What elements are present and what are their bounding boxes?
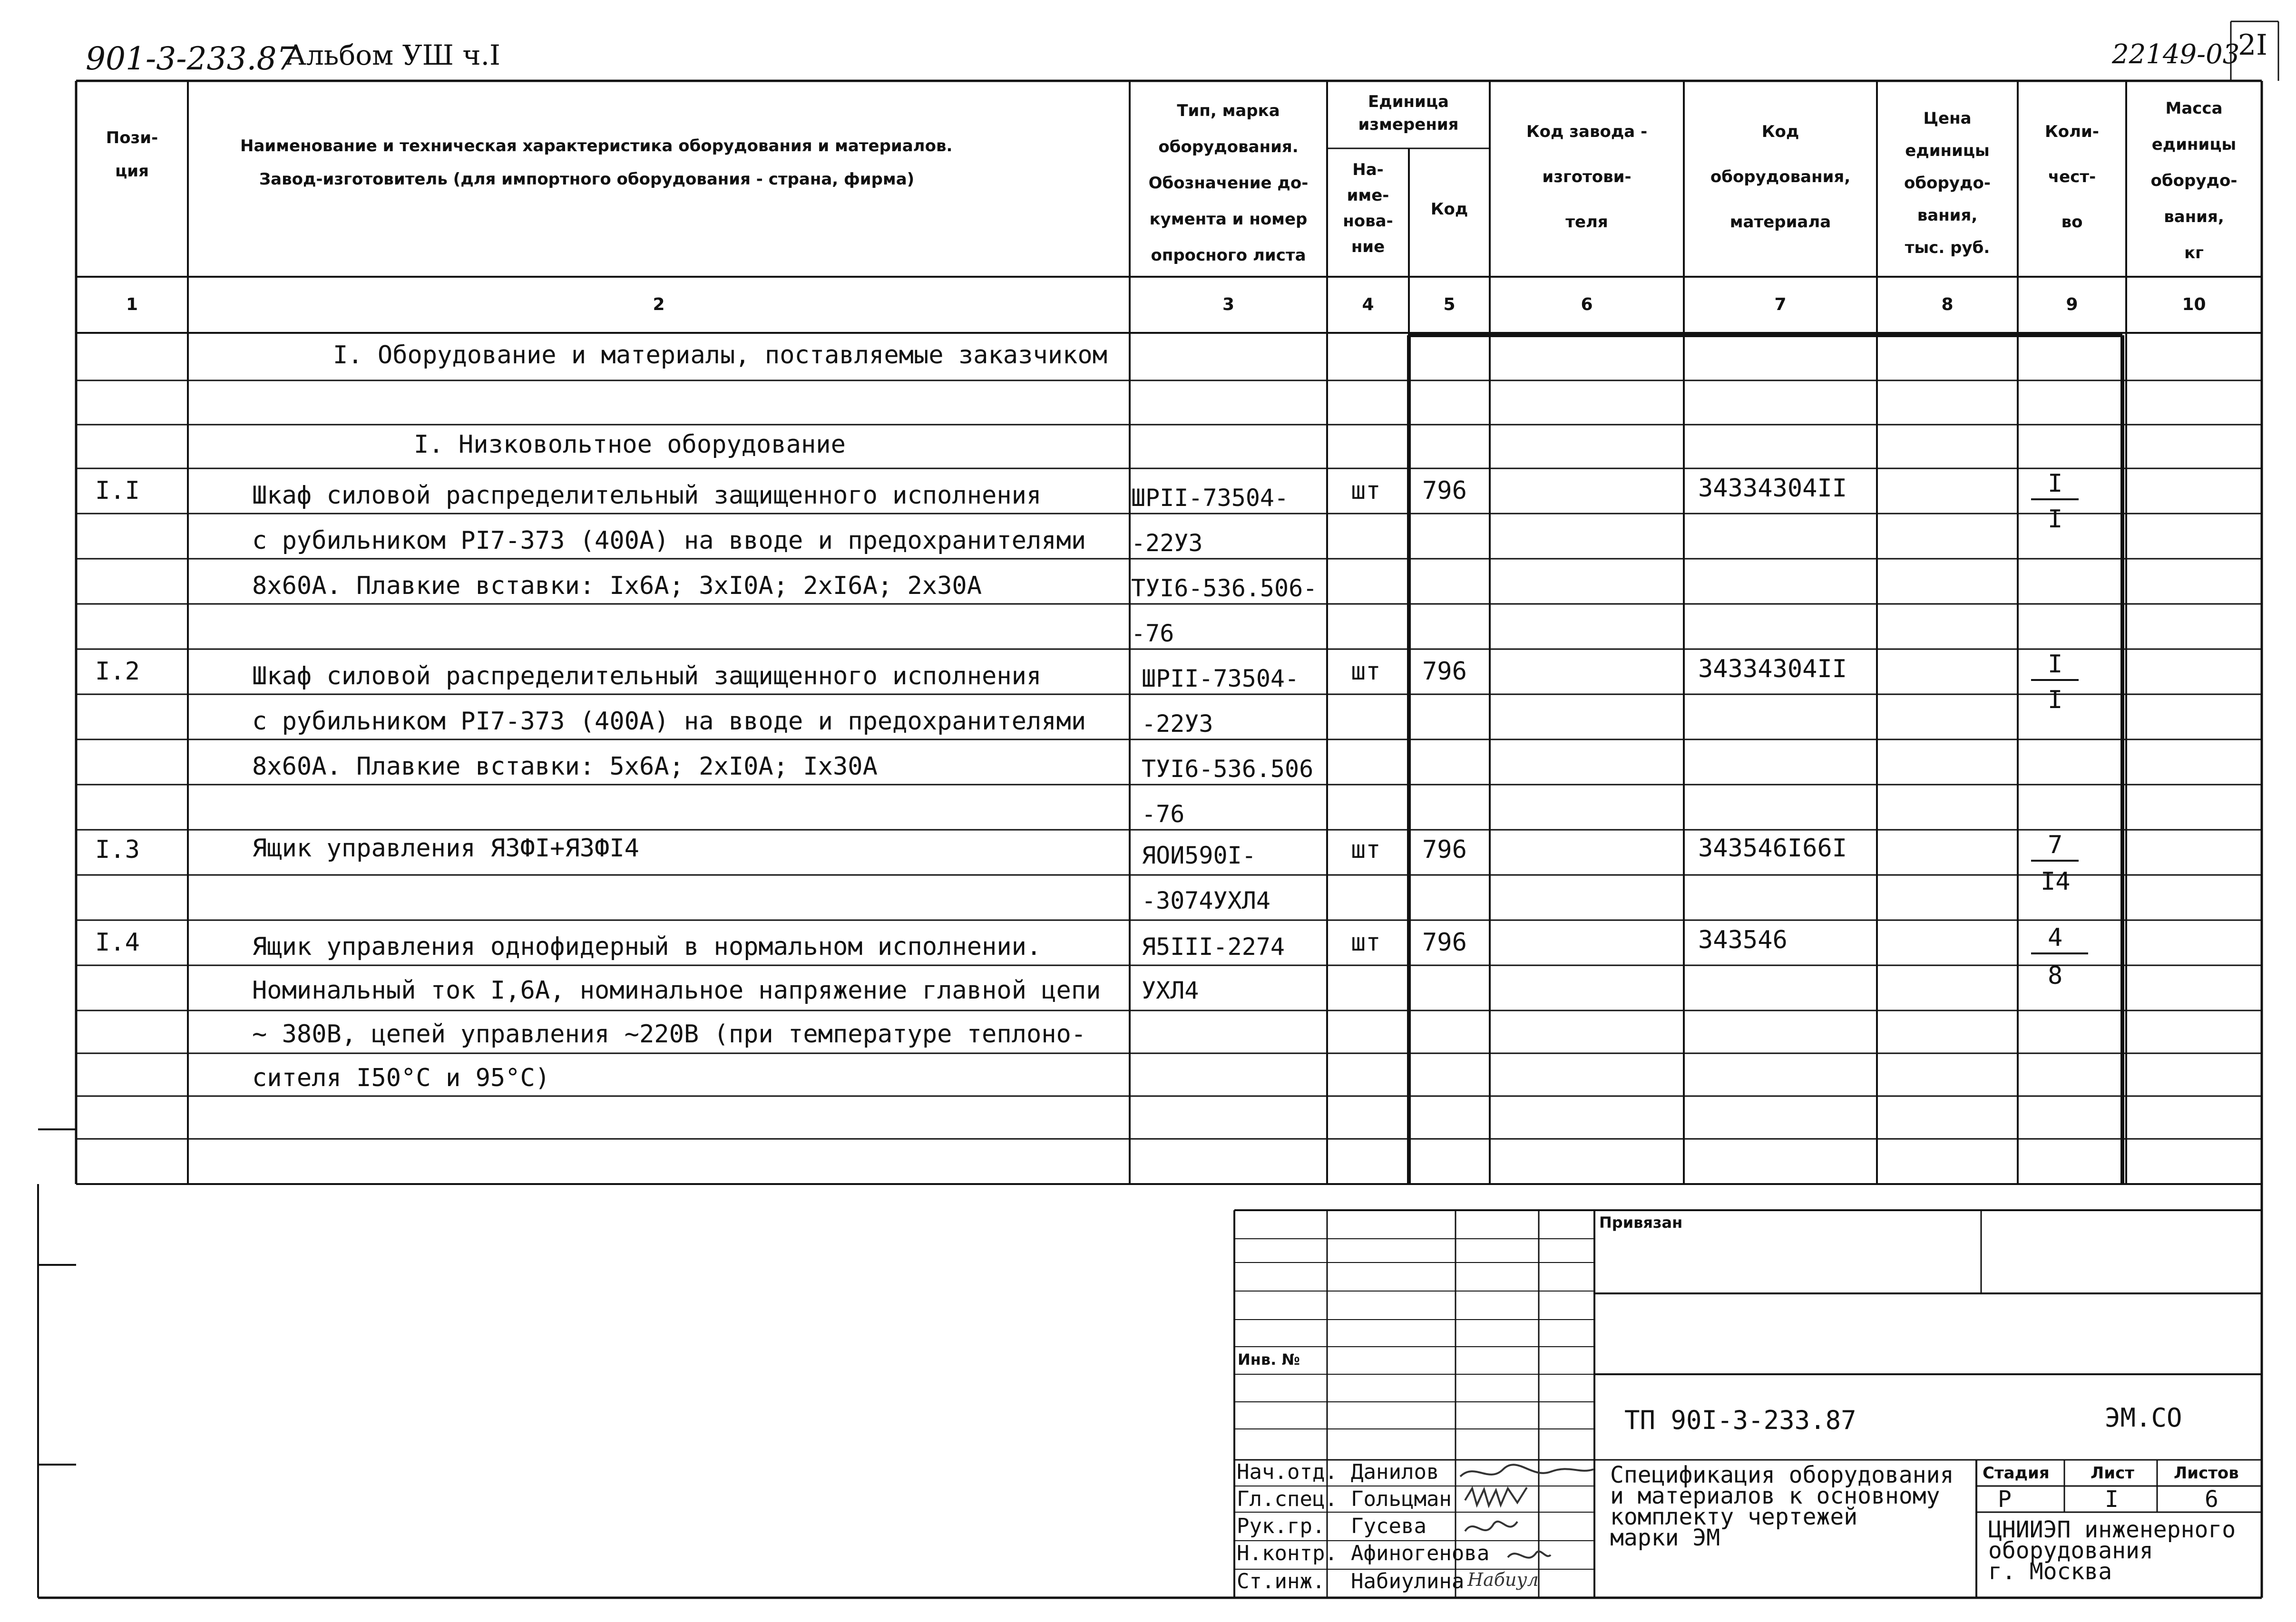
title-line: Спецификация оборудования	[1610, 1462, 1954, 1488]
header-col2-line: Завод-изготовитель (для импортного оборудования - страна, фирма)	[259, 170, 915, 189]
header-col1-line: ция	[115, 162, 149, 181]
staff-role: Н.контр.	[1237, 1541, 1338, 1565]
header-col4-line: нова-	[1343, 212, 1393, 231]
unit-name: шт	[1351, 835, 1381, 864]
header-col1	[76, 121, 188, 188]
header-col10-line: единицы	[2151, 135, 2237, 154]
type-code	[1131, 476, 1317, 656]
drawing-mark: ЭМ.СО	[2105, 1403, 2182, 1433]
header-col7	[1684, 109, 1877, 245]
quantity-top: I	[2048, 469, 2063, 498]
column-number: 3	[1222, 295, 1235, 314]
position-number: I.2	[95, 657, 140, 686]
quantity-bottom: I	[2048, 686, 2063, 714]
header-col6-line: теля	[1565, 213, 1608, 232]
sheet-number: 2I	[2238, 29, 2267, 62]
header-col3-line: Тип, марка	[1177, 101, 1280, 120]
header-col1-line: Пози-	[106, 128, 158, 147]
stage-value: Р	[1998, 1486, 2012, 1513]
header-col9-line: чест-	[2048, 167, 2096, 186]
sheets-value: 6	[2205, 1486, 2218, 1513]
type-line: ТУI6-536.506-	[1131, 574, 1318, 602]
org-line: г. Москва	[1988, 1558, 2112, 1585]
header-col4	[1327, 157, 1409, 260]
header-col4-line: име-	[1347, 186, 1389, 205]
header-col8-line: вания,	[1917, 206, 1978, 225]
type-line: Я5III-2274	[1142, 933, 1285, 961]
title-line: комплекту чертежей	[1610, 1504, 1858, 1530]
quantity-top: 4	[2048, 923, 2063, 952]
section-heading: I. Оборудование и материалы, поставляемые заказчиком	[333, 341, 1107, 369]
type-code	[1142, 925, 1285, 1012]
type-line: -22У3	[1142, 710, 1213, 738]
column-number: 10	[2182, 295, 2206, 314]
archive-number: 22149-03	[2112, 39, 2240, 70]
description-line: 8x60A. Плавкие вставки: 5x6A; 2xI0A; Ix30A	[252, 752, 878, 781]
equipment-code: 343546I66I	[1698, 834, 1847, 863]
header-col7-line: материала	[1729, 213, 1831, 232]
quantity-bottom: 8	[2048, 962, 2063, 990]
header-unit-line: Единица	[1368, 92, 1449, 111]
item-description	[252, 654, 1086, 789]
header-col4-line: ние	[1351, 237, 1385, 256]
header-col4-line: На-	[1352, 160, 1384, 179]
staff-role: Гл.спец.	[1237, 1487, 1338, 1511]
header-col3-line: оборудования.	[1158, 137, 1299, 156]
header-col9-line: Коли-	[2045, 122, 2099, 141]
header-col3-line: кумента и номер	[1149, 210, 1308, 229]
header-col10-line: вания,	[2164, 207, 2224, 226]
unit-name: шт	[1351, 928, 1381, 957]
unit-name: шт	[1351, 657, 1381, 686]
organization	[1988, 1516, 2236, 1585]
header-col3	[1130, 93, 1327, 273]
stage-label: Стадия	[1983, 1464, 2050, 1483]
type-line: УХЛ4	[1142, 977, 1199, 1004]
unit-code: 796	[1422, 835, 1467, 864]
sheets-label: Листов	[2174, 1464, 2239, 1483]
staff-name: Афиногенова	[1351, 1541, 1490, 1565]
column-number: 9	[2066, 295, 2078, 314]
staff-name: Набиулина	[1351, 1569, 1465, 1593]
privyazan-label: Привязан	[1599, 1214, 1683, 1232]
org-line: ЦНИИЭП инженерного	[1988, 1516, 2236, 1543]
sheet-label: Лист	[2091, 1464, 2134, 1483]
org-line: оборудования	[1988, 1537, 2153, 1564]
header-col8-line: единицы	[1905, 141, 1990, 160]
item-description	[252, 473, 1086, 609]
column-number: 8	[1941, 295, 1954, 314]
signature-text: Набиул	[1467, 1569, 1539, 1590]
description-line: 8x60A. Плавкие вставки: Ix6A; 3xI0A; 2xI6A; 2x30A	[252, 572, 982, 600]
header-col2-line: Наименование и техническая характеристика оборудования и материалов.	[240, 136, 953, 155]
description-line: ~ 380B, цепей управления ~220B (при температуре теплоно-	[252, 1020, 1086, 1049]
column-number: 6	[1581, 295, 1593, 314]
header-col3-line: опросного листа	[1151, 246, 1306, 265]
type-code	[1142, 833, 1270, 923]
type-line: ШРII-73504-	[1131, 484, 1289, 512]
subsection-heading: I. Низковольтное оборудование	[414, 430, 846, 459]
equipment-code: 343546	[1698, 926, 1788, 954]
item-description	[252, 925, 1101, 1100]
unit-code: 796	[1422, 928, 1467, 957]
header-col8	[1877, 102, 2018, 264]
header-col8-line: оборудо-	[1904, 174, 1991, 193]
quantity-bottom: I4	[2041, 867, 2071, 896]
column-number: 5	[1443, 295, 1456, 314]
staff-role: Ст.инж.	[1237, 1569, 1325, 1593]
header-col8-line: тыс. руб.	[1905, 238, 1990, 257]
doc-number: 901-3-233.87	[86, 40, 297, 77]
type-line: -22У3	[1131, 529, 1203, 557]
description-line: Ящик управления однофидерный в нормальном исполнении.	[252, 932, 1042, 961]
position-number: I.I	[95, 476, 140, 505]
header-col7-line: Код	[1761, 122, 1799, 141]
type-line: ШРII-73504-	[1142, 665, 1299, 692]
description-line: Номинальный ток I,6A, номинальное напряжение главной цепи	[252, 976, 1101, 1005]
header-col10	[2126, 90, 2262, 271]
type-code	[1142, 656, 1313, 837]
header-col6	[1490, 109, 1684, 245]
column-number: 2	[653, 295, 665, 314]
description-line: Шкаф силовой распределительный защищенного исполнения	[252, 662, 1042, 690]
column-number: 1	[126, 295, 138, 314]
position-number: I.4	[95, 928, 140, 957]
album-label: Альбом УШ ч.I	[285, 39, 500, 71]
position-number: I.3	[95, 835, 140, 864]
description-line: Шкаф силовой распределительный защищенного исполнения	[252, 481, 1042, 510]
inventory-number-label: Инв. №	[1238, 1350, 1300, 1369]
header-col10-line: оборудо-	[2150, 171, 2237, 190]
equipment-code: 34334304II	[1698, 655, 1847, 683]
header-col10-line: кг	[2184, 243, 2204, 262]
type-line: -76	[1142, 800, 1185, 828]
staff-name: Данилов	[1351, 1460, 1439, 1484]
header-col9-line: во	[2061, 213, 2083, 232]
header-col2	[240, 129, 1125, 196]
quantity-top: I	[2048, 650, 2063, 679]
title-line: марки ЭМ	[1610, 1525, 1720, 1551]
equipment-code: 34334304II	[1698, 474, 1847, 503]
project-number: ТП 90I-3-233.87	[1624, 1405, 1856, 1435]
header-col9	[2018, 109, 2126, 245]
item-description	[252, 833, 639, 864]
quantity-bottom: I	[2048, 505, 2063, 534]
document-title	[1610, 1462, 1954, 1551]
type-line: -3074УХЛ4	[1142, 887, 1270, 914]
column-number: 7	[1774, 295, 1787, 314]
header-col10-line: Масса	[2165, 99, 2223, 118]
header-col3-line: Обозначение до-	[1148, 174, 1309, 193]
staff-name: Гольцман	[1351, 1487, 1452, 1511]
header-unit-line: измерения	[1358, 115, 1459, 134]
sheet-value: I	[2105, 1486, 2119, 1513]
column-number: 4	[1362, 295, 1374, 314]
type-line: -76	[1131, 620, 1174, 647]
type-line: ЯОИ590I-	[1142, 842, 1256, 869]
header-col6-line: Код завода -	[1526, 122, 1648, 141]
header-col6-line: изготови-	[1542, 167, 1632, 186]
header-unit-group	[1327, 90, 1490, 136]
unit-code: 796	[1422, 657, 1467, 686]
unit-code: 796	[1422, 476, 1467, 505]
type-line: ТУI6-536.506	[1142, 755, 1314, 783]
description-line: Ящик управления ЯЗФI+ЯЗФI4	[252, 834, 639, 863]
staff-role: Нач.отд.	[1237, 1460, 1338, 1484]
description-line: с рубильником PI7-373 (400A) на вводе и предохранителями	[252, 707, 1086, 736]
title-line: и материалов к основному	[1610, 1483, 1940, 1509]
description-line: с рубильником PI7-373 (400A) на вводе и предохранителями	[252, 526, 1086, 555]
description-line: сителя I50°C и 95°C)	[252, 1064, 550, 1092]
header-col8-line: Цена	[1923, 109, 1972, 128]
header-col5: Код	[1430, 200, 1468, 219]
quantity-top: 7	[2048, 831, 2063, 859]
staff-name: Гусева	[1351, 1514, 1426, 1538]
unit-name: шт	[1351, 476, 1381, 505]
header-col7-line: оборудования,	[1710, 167, 1851, 186]
staff-role: Рук.гр.	[1237, 1514, 1325, 1538]
